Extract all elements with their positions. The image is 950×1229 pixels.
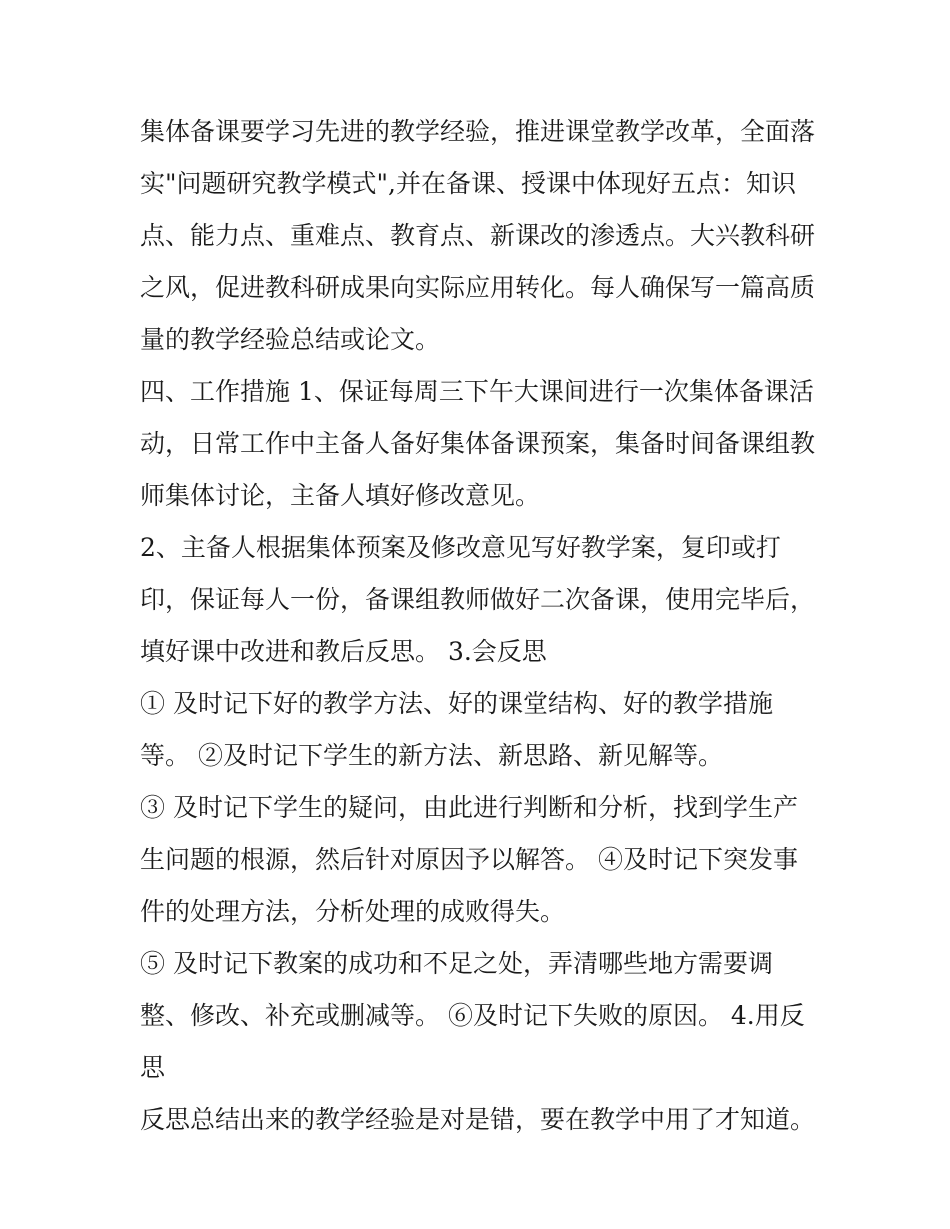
text-line: 填好课中改进和教后反思。 3.会反思 bbox=[140, 637, 547, 666]
text-line: 四、工作措施 1、保证每周三下午大课间进行一次集体备课活 bbox=[140, 377, 814, 406]
text-line: 实"问题研究教学模式",并在备课、授课中体现好五点：知识 bbox=[140, 169, 796, 198]
document-body bbox=[140, 106, 820, 1146]
paragraph-2 bbox=[140, 366, 820, 522]
text-line: ① 及时记下好的教学方法、好的课堂结构、好的教学措施 bbox=[140, 689, 773, 718]
text-line: 思 bbox=[140, 1053, 166, 1082]
text-line: 动，日常工作中主备人备好集体备课预案，集备时间备课组教 bbox=[140, 429, 816, 458]
text-line: 2、主备人根据集体预案及修改意见写好教学案，复印或打 bbox=[140, 533, 781, 562]
text-line: 整、修改、补充或删减等。 ⑥及时记下失败的原因。 4.用反 bbox=[140, 1001, 805, 1030]
paragraph-3 bbox=[140, 522, 820, 678]
text-line: 生问题的根源，然后针对原因予以解答。 ④及时记下突发事 bbox=[140, 845, 798, 874]
paragraph-1 bbox=[140, 106, 820, 366]
text-line: 点、能力点、重难点、教育点、新课改的渗透点。大兴教科研 bbox=[140, 221, 816, 250]
text-line: 印，保证每人一份，备课组教师做好二次备课，使用完毕后， bbox=[140, 585, 816, 614]
text-line: 等。 ②及时记下学生的新方法、新思路、新见解等。 bbox=[140, 741, 723, 770]
paragraph-5 bbox=[140, 782, 820, 938]
text-line: 反思总结出来的教学经验是对是错，要在教学中用了才知道。 bbox=[140, 1105, 816, 1134]
text-line: 集体备课要学习先进的教学经验，推进课堂教学改革，全面落 bbox=[140, 117, 816, 146]
text-line: 之风，促进教科研成果向实际应用转化。每人确保写一篇高质 bbox=[140, 273, 816, 302]
paragraph-6 bbox=[140, 938, 820, 1094]
text-line: 件的处理方法，分析处理的成败得失。 bbox=[140, 897, 566, 926]
text-line: ③ 及时记下学生的疑问，由此进行判断和分析，找到学生产 bbox=[140, 793, 798, 822]
paragraph-7 bbox=[140, 1094, 820, 1146]
text-line: ⑤ 及时记下教案的成功和不足之处，弄清哪些地方需要调 bbox=[140, 949, 773, 978]
paragraph-4 bbox=[140, 678, 820, 782]
text-line: 师集体讨论，主备人填好修改意见。 bbox=[140, 481, 541, 510]
text-line: 量的教学经验总结或论文。 bbox=[140, 325, 441, 354]
